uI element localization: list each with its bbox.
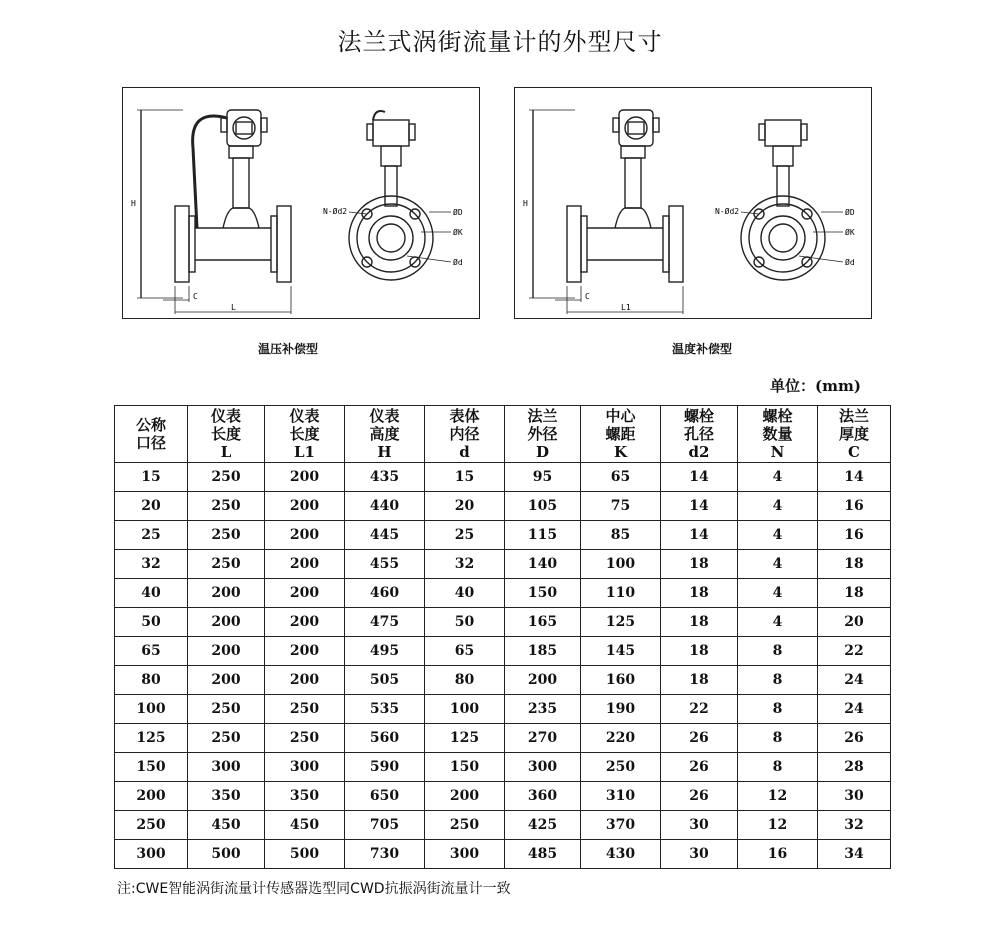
table-cell: 485 [505,840,581,869]
table-cell: 26 [661,782,738,811]
table-row [115,666,891,695]
table-cell: 4 [738,579,818,608]
table-cell: 300 [425,840,505,869]
column-header-line: 数量 [762,425,793,443]
table-cell: 310 [581,782,661,811]
table-row [115,463,891,492]
column-header-line: D [535,443,549,461]
table-cell: 32 [818,811,891,840]
table-cell: 430 [581,840,661,869]
table-cell: 40 [115,579,188,608]
table-cell: 455 [345,550,425,579]
column-header [115,406,188,463]
table-cell: 200 [265,521,345,550]
table-cell: 34 [818,840,891,869]
table-cell: 8 [738,637,818,666]
table-cell: 95 [505,463,581,492]
table-cell: 4 [738,550,818,579]
table-cell: 18 [661,550,738,579]
column-header-line: 中心 [605,407,636,425]
table-cell: 200 [188,637,265,666]
table-cell: 15 [115,463,188,492]
column-header [425,406,505,463]
table-cell: 300 [115,840,188,869]
column-header-line: 口径 [135,434,166,452]
table-cell: 18 [661,579,738,608]
table-cell: 200 [188,579,265,608]
table-cell: 18 [818,550,891,579]
column-header-line: 长度 [210,425,241,443]
table-cell: 140 [505,550,581,579]
table-cell: 20 [115,492,188,521]
label-c: C [193,292,198,301]
table-cell: 24 [818,666,891,695]
table-cell: 425 [505,811,581,840]
column-header-line: 螺距 [605,425,636,443]
column-header [188,406,265,463]
table-cell: 14 [661,463,738,492]
table-cell: 200 [265,579,345,608]
table-cell: 115 [505,521,581,550]
table-cell: 160 [581,666,661,695]
table-cell: 16 [738,840,818,869]
table-cell: 4 [738,521,818,550]
label-d-outer: ØD [845,208,855,217]
table-cell: 150 [505,579,581,608]
label-l: L [231,303,236,312]
table-cell: 26 [661,724,738,753]
column-header-line: K [613,443,628,461]
table-cell: 185 [505,637,581,666]
table-cell: 12 [738,811,818,840]
table-cell: 150 [115,753,188,782]
table-cell: 15 [425,463,505,492]
table-row [115,753,891,782]
diagram-panel-temp-pressure [122,87,480,319]
table-cell: 250 [115,811,188,840]
table-cell: 14 [661,492,738,521]
column-header-line: 仪表 [210,407,241,425]
label-c: C [585,292,590,301]
table-row [115,608,891,637]
table-cell: 500 [188,840,265,869]
table-header-row [115,406,891,463]
table-cell: 250 [265,724,345,753]
table-cell: 150 [425,753,505,782]
table-cell: 32 [425,550,505,579]
table-cell: 370 [581,811,661,840]
table-cell: 190 [581,695,661,724]
table-cell: 560 [345,724,425,753]
table-cell: 460 [345,579,425,608]
column-header-line: 仪表 [369,407,400,425]
table-cell: 705 [345,811,425,840]
table-cell: 50 [425,608,505,637]
column-header [581,406,661,463]
column-header-line: 螺栓 [762,407,793,425]
table-cell: 16 [818,521,891,550]
label-d-inner: Ød [845,258,855,267]
table-cell: 14 [661,521,738,550]
table-cell: 300 [188,753,265,782]
table-cell: 200 [265,608,345,637]
table-cell: 200 [188,666,265,695]
table-cell: 200 [265,550,345,579]
unit-label: 单位：(mm) [770,377,861,395]
table-cell: 40 [425,579,505,608]
table-row [115,840,891,869]
column-header-line: N [770,443,785,461]
table-cell: 250 [188,724,265,753]
table-row [115,637,891,666]
table-row [115,724,891,753]
column-header [738,406,818,463]
table-cell: 8 [738,695,818,724]
table-cell: 65 [581,463,661,492]
table-cell: 350 [188,782,265,811]
column-header-line: L [220,443,232,461]
table-cell: 200 [265,637,345,666]
table-cell: 110 [581,579,661,608]
table-cell: 590 [345,753,425,782]
table-cell: 65 [115,637,188,666]
table-cell: 350 [265,782,345,811]
table-cell: 250 [188,550,265,579]
flowmeter-drawing-temperature [515,88,871,318]
table-cell: 26 [818,724,891,753]
table-cell: 475 [345,608,425,637]
table-row [115,550,891,579]
table-cell: 145 [581,637,661,666]
label-bolt: N-Ød2 [715,207,740,216]
table-cell: 18 [661,666,738,695]
table-cell: 105 [505,492,581,521]
table-cell: 250 [265,695,345,724]
label-bolt: N-Ød2 [323,207,348,216]
table-cell: 250 [188,695,265,724]
column-header-line: 法兰 [527,407,558,425]
table-cell: 4 [738,608,818,637]
column-header-line: 厚度 [838,425,869,443]
table-cell: 250 [188,463,265,492]
table-cell: 32 [115,550,188,579]
table-cell: 65 [425,637,505,666]
diagram-panel-temperature [514,87,872,319]
table-cell: 250 [188,521,265,550]
table-cell: 18 [661,637,738,666]
column-header-line: L1 [294,443,315,461]
table-cell: 125 [115,724,188,753]
table-cell: 300 [265,753,345,782]
column-header-line: d [459,443,470,461]
table-cell: 16 [818,492,891,521]
column-header-line: 孔径 [683,425,714,443]
table-cell: 495 [345,637,425,666]
label-h: H [131,199,136,208]
table-cell: 235 [505,695,581,724]
table-row [115,695,891,724]
table-cell: 12 [738,782,818,811]
column-header [265,406,345,463]
table-cell: 200 [265,666,345,695]
column-header-line: 仪表 [289,407,320,425]
table-cell: 440 [345,492,425,521]
table-cell: 18 [818,579,891,608]
table-cell: 80 [115,666,188,695]
table-cell: 85 [581,521,661,550]
table-cell: 650 [345,782,425,811]
column-header-line: 公称 [135,416,166,434]
column-header-line: 表体 [449,407,480,425]
table-cell: 20 [818,608,891,637]
table-cell: 360 [505,782,581,811]
table-cell: 200 [425,782,505,811]
page-title: 法兰式涡街流量计的外型尺寸 [337,28,663,56]
caption-temperature: 温度补偿型 [672,342,733,356]
table-row [115,579,891,608]
table-cell: 250 [581,753,661,782]
table-cell: 125 [581,608,661,637]
table-cell: 30 [661,840,738,869]
table-cell: 28 [818,753,891,782]
table-cell: 500 [265,840,345,869]
table-cell: 14 [818,463,891,492]
table-cell: 50 [115,608,188,637]
column-header [818,406,891,463]
table-cell: 22 [818,637,891,666]
label-k: ØK [453,228,463,237]
table-cell: 200 [265,463,345,492]
table-cell: 18 [661,608,738,637]
table-cell: 20 [425,492,505,521]
column-header [661,406,738,463]
table-cell: 730 [345,840,425,869]
table-cell: 450 [265,811,345,840]
column-header [345,406,425,463]
table-cell: 270 [505,724,581,753]
column-header-line: C [848,443,860,461]
table-cell: 300 [505,753,581,782]
table-cell: 125 [425,724,505,753]
table-cell: 250 [188,492,265,521]
table-cell: 445 [345,521,425,550]
table-cell: 165 [505,608,581,637]
table-row [115,521,891,550]
table-row [115,782,891,811]
table-cell: 80 [425,666,505,695]
table-cell: 200 [505,666,581,695]
table-cell: 100 [581,550,661,579]
label-d-inner: Ød [453,258,463,267]
table-cell: 30 [661,811,738,840]
table-cell: 25 [115,521,188,550]
table-cell: 22 [661,695,738,724]
table-row [115,811,891,840]
table-cell: 26 [661,753,738,782]
column-header-line: 外径 [527,425,558,443]
flowmeter-drawing-temp-pressure [123,88,479,318]
column-header-line: 高度 [369,425,400,443]
column-header [505,406,581,463]
table-cell: 220 [581,724,661,753]
table-cell: 250 [425,811,505,840]
table-cell: 100 [425,695,505,724]
table-cell: 25 [425,521,505,550]
table-cell: 450 [188,811,265,840]
table-cell: 4 [738,463,818,492]
label-l1: L1 [621,303,631,312]
table-cell: 30 [818,782,891,811]
table-cell: 200 [188,608,265,637]
footnote: 注:CWE智能涡街流量计传感器选型同CWD抗振涡街流量计一致 [117,881,511,897]
table-cell: 8 [738,753,818,782]
column-header-line: H [377,443,392,461]
table-cell: 505 [345,666,425,695]
table-cell: 4 [738,492,818,521]
label-h: H [523,199,528,208]
table-cell: 200 [115,782,188,811]
table-cell: 100 [115,695,188,724]
table-cell: 75 [581,492,661,521]
table-cell: 535 [345,695,425,724]
table-cell: 435 [345,463,425,492]
column-header-line: 长度 [289,425,320,443]
column-header-line: 内径 [449,425,480,443]
table-cell: 8 [738,666,818,695]
label-k: ØK [845,228,855,237]
column-header-line: 螺栓 [683,407,714,425]
column-header-line: d2 [688,443,710,461]
dimension-table [114,405,891,869]
caption-temp-pressure: 温压补偿型 [258,342,319,356]
table-cell: 8 [738,724,818,753]
label-d-outer: ØD [453,208,463,217]
table-cell: 24 [818,695,891,724]
column-header-line: 法兰 [838,407,869,425]
table-cell: 200 [265,492,345,521]
table-row [115,492,891,521]
